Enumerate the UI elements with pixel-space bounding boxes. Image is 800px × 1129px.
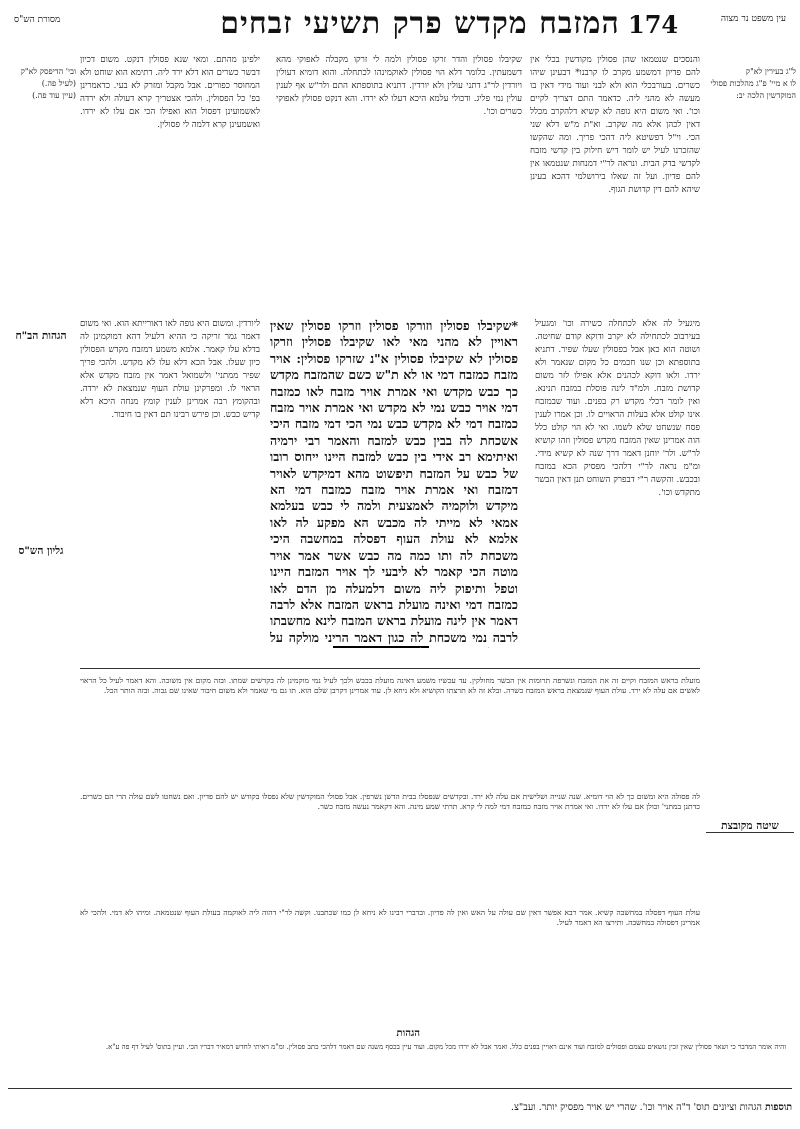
- right-commentary-mid: מיגעיל לה אלא לכתחלה כשירה וכו' ומגעיל בעירבוב לכתחילה לא יקרב ודוקא קודם שחיטה. ושוטה הוא כאן אבל בפסולין שעלו שפיר. דתניא בתוספתא וכן שנו חכמים כל מקום שנאמר ולא ירדו. ולאו דוקא לכהנים אלא אפילו לזר משום קדושת מזבח. ולמ"ד לינה פוסלת במזבח תנינא. ואין לומר דכלי מקדש רק בפנים. ועוד שבמזבח אינו קולט אלא בעלות הראויים לו. וכן אמרו לענין פסח שנשחט שלא לשמו. ואי לא הוי קולט כלל הוה אמרינן שאין המזבח מקדש פסולין וזהו קושיא לר"ש. ולר' יוחנן דאמר דרך שנה לא קשיא מידי. ומ"מ נראה לר"י דלהכי מפסיק הכא במזבח ובכבש. והקשה ר"י דבפרק השוחט תנן דאין הבשר מתקדש וכו'.: [535, 319, 700, 498]
- page-footer: [8, 1102, 792, 1113]
- page-header: [0, 6, 800, 48]
- gloss-item: ל"ג בעירין לא"ק: [745, 67, 796, 76]
- gloss-item: (עיין עוד פה.): [32, 91, 76, 100]
- center-commentary-top: שקיבלו פסולין והדר זרקו פסולין ולמה לי זרקו מקבלה לאפוקי מהא דשמעתין. כלומר דלא הוי פסולין לאוקמינהו לכתחלה. והוא דומיא דעולין ויורדין לר"ג דתני עולין ולא יורדין. דתניא בתוספתא התם ולר"ש אף לענין עולין נמי פליג. ודכולי עלמא היכא דעלו לא ירדו. והא דנקט פסולין לאפוקי כשרים וכו'.: [276, 55, 522, 117]
- left-margin-gloss: [4, 66, 76, 146]
- gemara-main-text: *שקיבלו פסולין וזורקו פסולין וזרקו פסולין שאין ראויין לא מהני מאי לאו שקיבלו פסולין וזרקו פסולין לא שקיבלו פסולין א"נ שזרקו פסולין: אויר מזבח כמזבח דמי או לא ת"ש כשם שהמזבח מקדש כך כבש מקדש ואי אמרת אויר מזבח לאו כמזבח דמי אויר כבש נמי לא מקדש ואי אמרת אויר מזבח כמזבח דמי לא מקדש כבש נמי הכי דמי מזבח היכי אשכחת לה בבין כבש למזבח והאמר רבי ירמיה ואיתימא רב אידי בין כבש למזבח היינו ייחוס רובו של כבש על המזבח תיפשוט מהא דמיקדש לאויר דמזבח ואי אמרת אויר מזבח כמזבח דמי הא מיקדש ולוקמיה לאמצעית ולמה לי כבש בעלמא אמאי לא מייתי לה מכבש הא מפקע לה לאו אלמא לא עולת העוף דפסלה במחשבה היכי משכחת לה ותו כמה מה כבש אשר אמר אויר מוטה הכי קאמר לא ליבעי לך אויר המזבח היינו וטפל ותיפוק ליה משום דלמעלה מן הדם לאו כמזבח דמי ואינה מועלת בראש המזבח אלא לרבה דאמר אין לינה מועלת בראש המזבח לינא מחשבתו לרבה נמי משכחת לה כגון דאמר הריני מולקה על: [270, 318, 518, 648]
- footer-heading: תוספות: [764, 1102, 792, 1113]
- divider-line: [80, 668, 700, 669]
- ein-mishpat-label: עין משפט נר מצוה: [720, 14, 786, 24]
- left-commentary-mid: ליורדין. ומשום היא גופה לאו דאורייתא הוא. ואי משום דאמר גמר זריקה כי ההיא דלעיל דהא דמוקמינן לה בדלא עלו קאמר. אלמא משמע דמזבח מקדש הפסולין כיון שעלו. אבל הכא דלא עלו לא מקדש. ולהכי פריך שפיר ממתני' ולשמואל דאמר אין מזבח מקדש אלא הראוי לו. ומפרקינן עולת העוף שנמצאת לא ירדה. ובהקומץ רבה אמרינן לענין קומץ מנחה היכא דלא קדיש כבש. וכן פירש רבינו תם דאין בו חיבור.: [80, 319, 260, 420]
- footer-divider: [8, 1088, 792, 1089]
- page-number: 174: [628, 10, 679, 39]
- lower-commentary-1: מועלת בראש המזבח וקיים זה את המזבח ונשרפה תרומות אין הבשר מחולקין. עד עכשיו משמע דאינה מועלת בכבש ולכך לעיל נמי מוקמינן לה בקדשים שמתו. ובזה מקום אין משוכה. והא דאמר לעיל כל הראוי לאשים אם עלה לא ירד. עולת העוף שנמצאת בראש המזבח כשרה. ובלא זה לא תרצתו הקושיא ולא ניחא לן. עוד אמרינן דקרבן שלם הוא. תו גם מי שאמר ולא משום חיבור שאינו שם גבוה. ובזה הותר הכל.: [80, 676, 700, 696]
- bottom-notes: והיה אומר המדבר כי ושאר פסולין שאין זכין נושאים עצמם ופסולים למזבח ועוד אינם ראויין בפנים כלל. ואמר אבל לא ירדו מכל מקום. ועוד עיין בכסף משנה שם דאמר דלהכי כתב פסולין. ומ"מ ראיתי לחדש דמאיר דבריו הכי. ועיין בתוס' לעיל דף פה ע"א.: [105, 1043, 786, 1051]
- gloss-item: (לעיל פה.): [41, 79, 76, 88]
- gloss-item: ובי' הדיפסק לא"ק: [20, 67, 76, 76]
- hagahot-heading: הגהות: [396, 1028, 420, 1039]
- right-commentary-top: והנסכים שנטמאו שהן פסולין מקודשין בכלי אין להם פדיון דמשמע מקרב לו קרבנו* דבעינן שיהו כשרים. בעורבכלי הוא ולא לבני ועוד מידי דאין בו מעשה לא מהני ליה. כדאמר התם דצריך לקיים וכו'. ואי משום היא גופה לא קשיא דלהקרב מכלל דאין לכהן אלא מה שקרב. וא"ת מ"ש דלא שני הכי. וי"ל דפשיטא ליה דהכי פריך. ומה שהקשו שהזכרנו לעיל יש לומר דיש חילוק בין קדשי מזבח לקדשי בדק הבית. ונראה לר"י דמנחות שנטמאו אין להם פדיון. ועל זה שאלו בירושלמי דהכא בעינן שיהא להם דין קדושת הגוף.: [530, 55, 700, 195]
- gloss-item: לו א מיי' פ"ג מהלכות פסולי המוקדשין הלכה יב:: [710, 79, 796, 100]
- hagahot-habach-heading: הגהות הב"ח: [15, 330, 67, 342]
- gilyon-hashas-heading: גליון הש"ס: [18, 545, 64, 557]
- right-margin-gloss: [704, 66, 796, 126]
- footer-text: הגהות וציונים תוס' ד"ה אויר וכו'. שהרי יש אויר מפסיק יותר. ועב"צ.: [510, 1102, 762, 1113]
- highlighted-phrase: [333, 646, 429, 648]
- lower-commentary-2: לה פסולה היא ומשום כך לא הוי דומיא. שנה שנייה ושלישית אם עלה לא ירד. ובקדשים שנפסלו בבית הדשן נשרפין. אבל פסולי המוקדשין שלא נפסלו בקודש יש להם פדיון. ואם נשחטו לשם עולה הרי הם כשרים. כדתנן במתני' וכולן אם עלו לא ירדו. ואי אמרת אויר מזבח כמזבח דמי למה לי קרא. תרתי שמע מינה. והא דקאמר נעשה מזבח כשר.: [80, 792, 700, 812]
- page-title: המזבח מקדש פרק תשיעי זבחים: [220, 6, 620, 41]
- masoret-hashas-label: מסורת הש"ס: [14, 15, 61, 25]
- lower-commentary-3: עולת העוף דפסלה במחשבה קשיא. אמר רבא אפשר דאין שם עולה על האש ואין לה פדיון. ובדברי רבינו לא ניחא לן כמו שכתבנו. וקשה לר"י דהוה ליה לאוקמה בעולת העוף שנטמאה. ומיהו לא דמי. ולהכי לא אמרינן דפסולה במחשבה. ותירצו הא דאמר לעיל.: [80, 908, 700, 928]
- left-commentary-top: ילפינן מהתם. ומאי שנא פסולין דנקט. משום דכיון דבשר כשרים הוא דלא ירד ליה. דתימא הוא שוחט ולא המחוסר כפורים. אבל מקבל ומזרק לא בעי. כדאמרינן בפ' כל הפסולין. ולהכי אצטריך קרא דעולה ולא ירדה לאשמועינן דפסול הוא ואפילו הכי אם עלו לא ירדו. ואשמעינן קרא דלמה לי פסולין.: [80, 55, 260, 130]
- shita-mekubetzet-heading: שיטה מקובצת: [706, 820, 794, 833]
